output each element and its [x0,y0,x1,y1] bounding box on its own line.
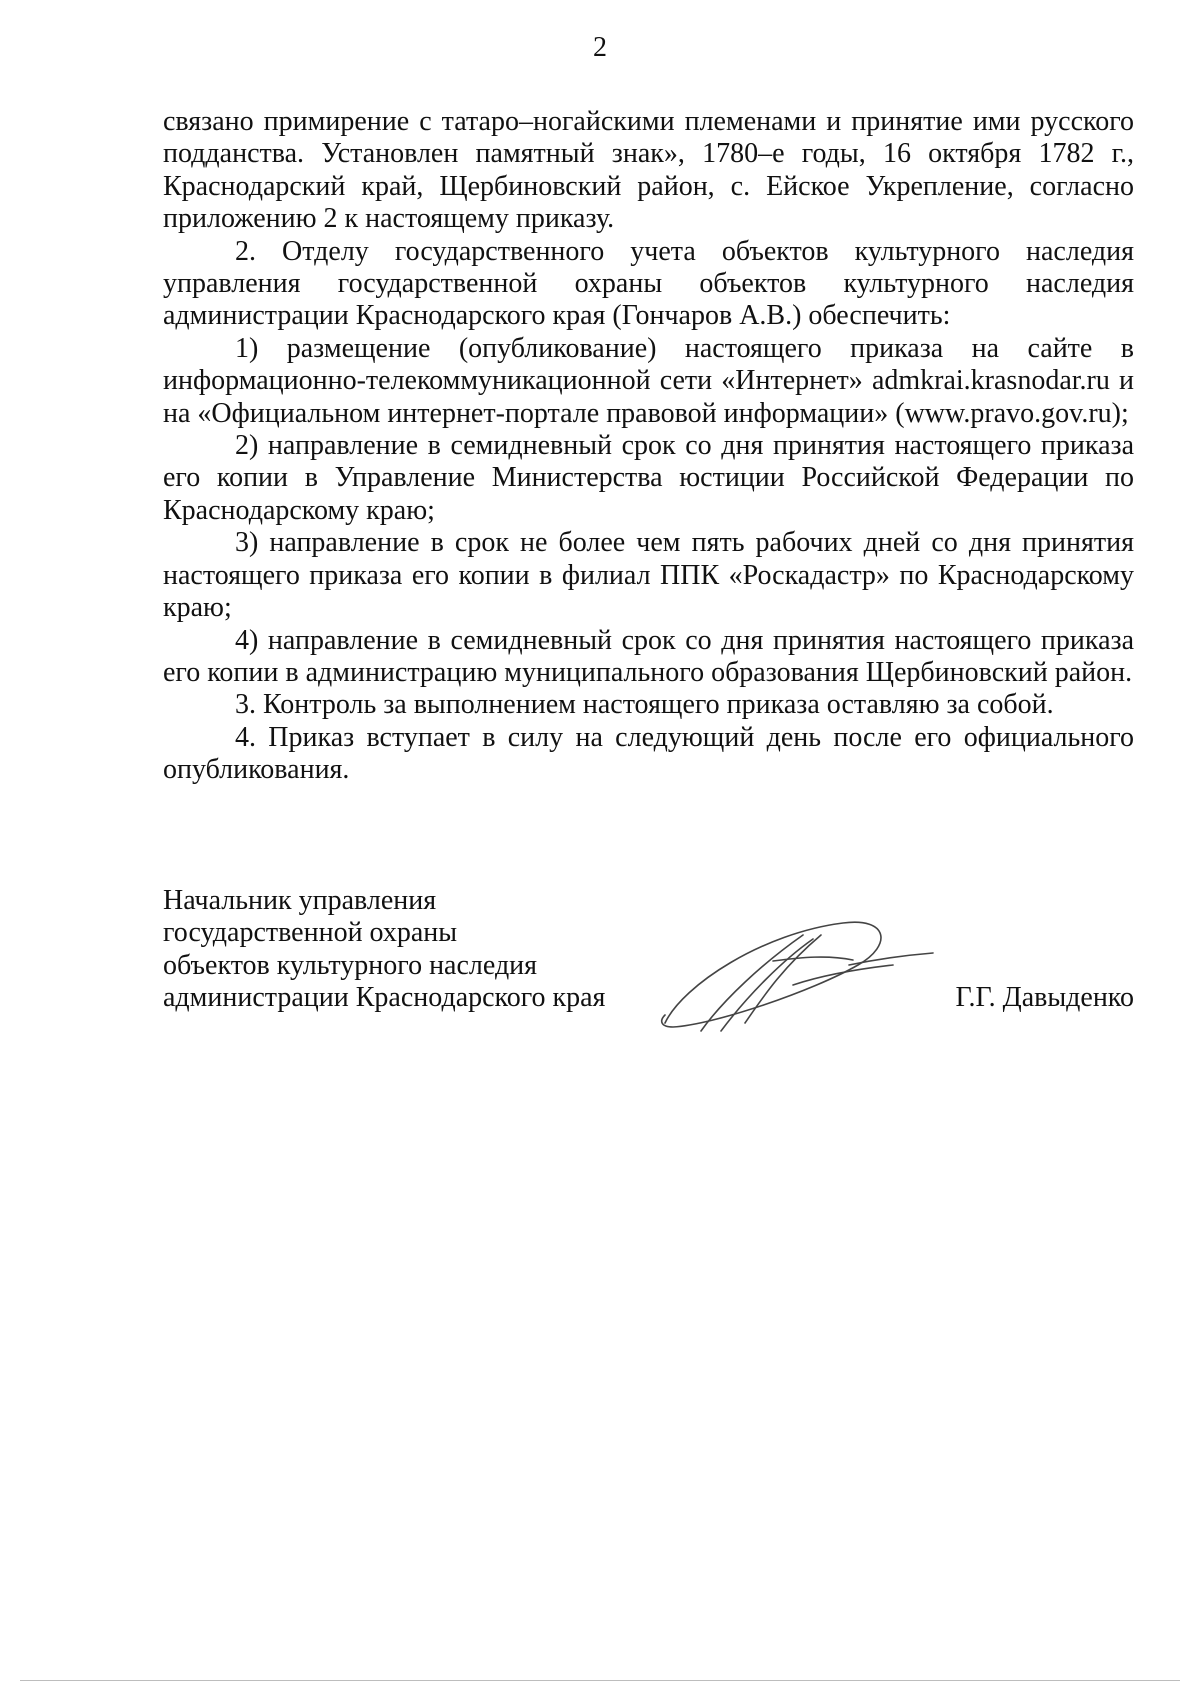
signer-title-line: Начальник управления [163,885,437,916]
signer-title [163,885,605,1015]
signer-title-line: государственной охраны [163,917,458,949]
document-body [163,106,1134,787]
paragraph-item-2: 2. Отделу государственного учета объектов культурного наследия управления государственной охраны объектов культурного наследия администрации Краснодарского края (Гончаров А.В.) обеспечить: [163,235,1134,332]
paragraph-item-4: 4. Приказ вступает в силу на следующий день после его официального опубликования. [163,721,1134,786]
paragraph-continuation: связано примирение с татаро–ногайскими племенами и принятие ими русского подданства. Установлен памятный знак», 1780–е годы, 16 октября 1782 г., Краснодарский край, Щербиновский район, с. Ейское Укрепление, согласно приложению 2 к настоящему приказу. [163,106,1134,235]
paragraph-subitem-1: 1) размещение (опубликование) настоящего приказа на сайте в информационно-телекоммуникационной сети «Интернет» admkrai.krasnodar.ru и на «Официальном интернет-портале правовой информации» (www.pravo.gov.ru); [163,332,1134,429]
signer-title-line: администрации Краснодарского края [163,982,606,1014]
paragraph-subitem-2: 2) направление в семидневный срок со дня принятия настоящего приказа его копии в Управление Министерства юстиции Российской Федерации по Краснодарскому краю; [163,430,1134,526]
signer-title-line: объектов культурного наследия [163,949,538,981]
signature-block [163,885,1134,1035]
handwritten-signature [653,905,943,1035]
signer-name: Г.Г. Давыденко [955,982,1134,1013]
paragraph-subitem-3: 3) направление в срок не более чем пять рабочих дней со дня принятия настоящего приказа его копии в филиал ППК «Роскадастр» по Краснодарскому краю; [163,527,1134,624]
paragraph-item-3: 3. Контроль за выполнением настоящего приказа оставляю за собой. [235,689,1054,721]
page-number: 2 [593,32,607,63]
paragraph-subitem-4: 4) направление в семидневный срок со дня принятия настоящего приказа его копии в администрацию муниципального образования Щербиновский район. [163,624,1134,688]
page-bottom-divider [20,1680,1180,1681]
